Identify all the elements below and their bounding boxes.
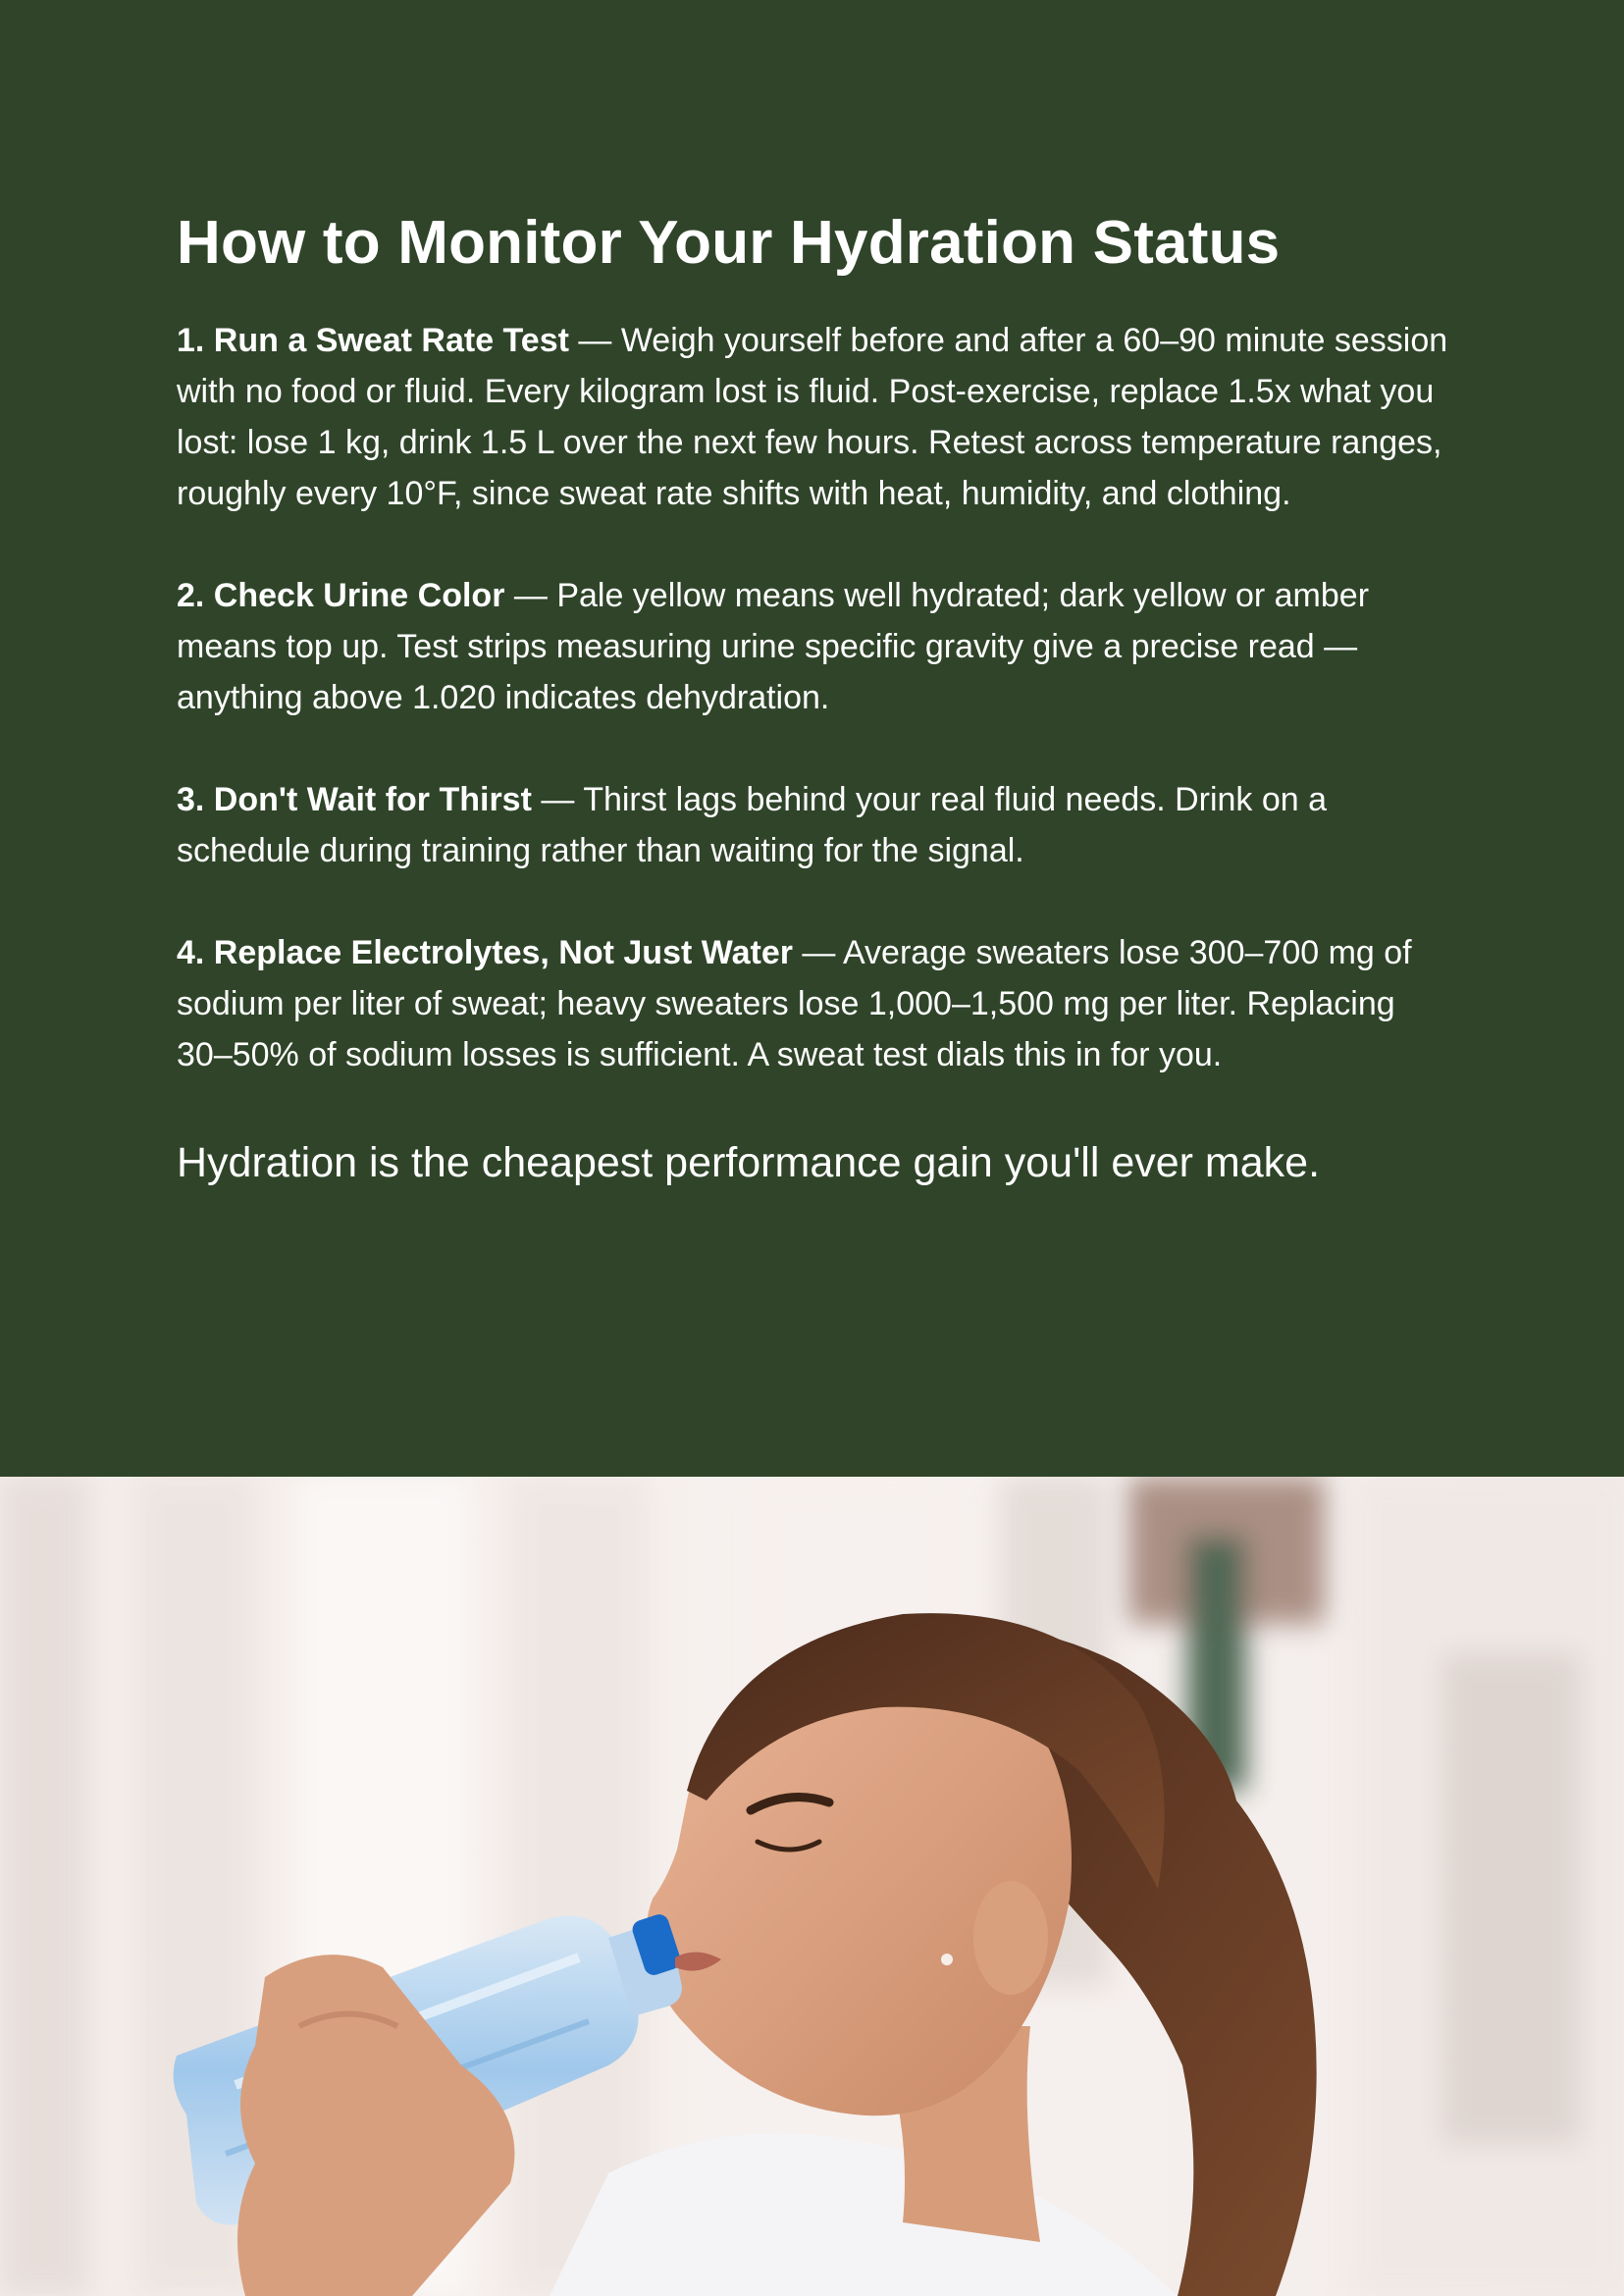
page-title: How to Monitor Your Hydration Status <box>177 209 1281 277</box>
step-body: — Pale yellow means well hydrated; dark yellow or amber means top up. Test strips measuring urine specific gravity give a precise read — anything above 1.020 indicates dehydration. <box>177 577 1370 716</box>
step-title: 1. Run a Sweat Rate Test <box>177 322 569 359</box>
step-title: 4. Replace Electrolytes, Not Just Water <box>177 934 793 971</box>
step-sweat-rate-test <box>177 315 1452 519</box>
woman-drinking-water-image <box>0 1477 1624 2296</box>
closing-tagline: Hydration is the cheapest performance gain you'll ever make. <box>177 1139 1321 1186</box>
step-thirst <box>177 774 1452 876</box>
step-electrolytes <box>177 927 1452 1080</box>
step-title: 3. Don't Wait for Thirst <box>177 781 532 818</box>
step-title: 2. Check Urine Color <box>177 577 505 614</box>
ear <box>973 1881 1048 1995</box>
step-body: — Average sweaters lose 300–700 mg of sodium per liter of sweat; heavy sweaters lose 1,000–1,500 mg per liter. Replacing 30–50% of sodium losses is sufficient. A sweat test dials this in for you. <box>177 934 1412 1073</box>
step-urine-color <box>177 570 1452 723</box>
step-body: — Thirst lags behind your real fluid needs. Drink on a schedule during training rather than waiting for the signal. <box>177 781 1328 869</box>
step-body: — Weigh yourself before and after a 60–90 minute session with no food or fluid. Every kilogram lost is fluid. Post-exercise, replace 1.5x what you lost: lose 1 kg, drink 1.5 L over the next few hours. Retest across temperature ranges, roughly every 10°F, since sweat rate shifts with heat, humidity, and clothing. <box>177 322 1448 512</box>
earring <box>941 1954 953 1965</box>
hydration-photo <box>0 1477 1624 2296</box>
